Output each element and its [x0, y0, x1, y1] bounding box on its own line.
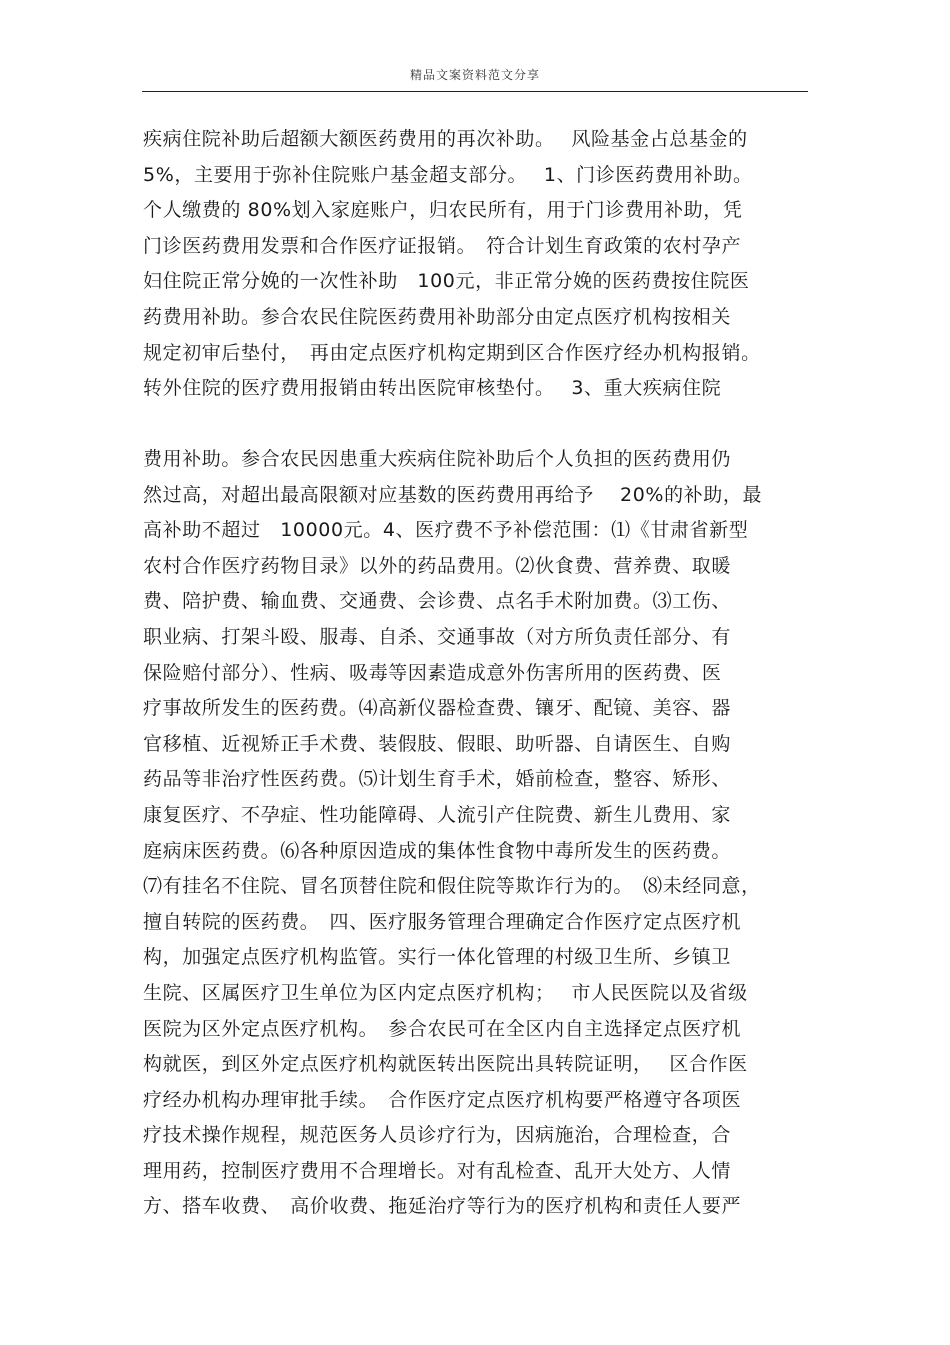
text-line: 生院、区属医疗卫生单位为区内定点医疗机构； 市人民医院以及省级	[143, 981, 748, 1004]
text-line: 疾病住院补助后超额大额医药费用的再次补助。 风险基金占总基金的	[143, 128, 748, 150]
text-line: 构，加强定点医疗机构监管。实行一体化管理的村级卫生所、乡镇卫	[143, 946, 732, 969]
header-divider	[142, 91, 808, 92]
text-line: 疗经办机构办理审批手续。 合作医疗定点医疗机构要严格遵守各项医	[143, 1088, 742, 1111]
text-line: 转外住院的医疗费用报销由转出医院审核垫付。 3、重大疾病住院	[143, 377, 722, 400]
text-line: 然过高，对超出最高限额对应基数的医药费用再给予 20%的补助，最	[143, 483, 763, 506]
text-line: 费用补助。参合农民因患重大疾病住院补助后个人负担的医药费用仍	[143, 448, 732, 470]
text-line: 康复医疗、不孕症、性功能障碍、人流引产住院费、新生儿费用、家	[143, 803, 732, 826]
text-line: 高补助不超过 10000元。4、医疗费不予补偿范围：⑴《甘肃省新型	[143, 519, 749, 542]
text-line: 个人缴费的 80%划入家庭账户，归农民所有，用于门诊费用补助，凭	[143, 199, 743, 222]
text-line: 医院为区外定点医疗机构。 参合农民可在全区内自主选择定点医疗机	[143, 1017, 742, 1040]
text-line: 方、搭车收费、 高价收费、拖延治疗等行为的医疗机构和责任人要严	[143, 1195, 742, 1218]
text-line: 构就医，到区外定点医疗机构就医转出医院出具转院证明， 区合作医	[143, 1053, 748, 1076]
text-line: 职业病、打架斗殴、服毒、自杀、交通事故（对方所负责任部分、有	[143, 625, 732, 648]
text-line: 妇住院正常分娩的一次性补助 100元，非正常分娩的医药费按住院医	[143, 270, 750, 293]
page-header: 精品文案资料范文分享	[409, 68, 540, 82]
text-line: 官移植、近视矫正手术费、装假肢、假眼、助听器、自请医生、自购	[143, 732, 732, 755]
text-line: 擅自转院的医药费。 四、医疗服务管理合理确定合作医疗定点医疗机	[143, 910, 742, 933]
body-paragraph-1	[143, 122, 808, 407]
body-paragraph-2	[143, 442, 808, 1225]
text-line: 费、陪护费、输血费、交通费、会诊费、点名手术附加费。⑶工伤、	[143, 590, 732, 613]
text-line: 理用药，控制医疗费用不合理增长。对有乱检查、乱开大处方、人情	[143, 1159, 732, 1182]
text-line: 药品等非治疗性医药费。⑸计划生育手术，婚前检查，整容、矫形、	[143, 768, 732, 791]
text-line: 药费用补助。参合农民住院医药费用补助部分由定点医疗机构按相关	[143, 305, 732, 328]
text-line: ⑺有挂名不住院、冒名顶替住院和假住院等欺诈行为的。 ⑻未经同意，	[143, 875, 761, 898]
text-line: 保险赔付部分）、性病、吸毒等因素造成意外伤害所用的医药费、医	[143, 661, 722, 684]
text-line: 庭病床医药费。⑹各种原因造成的集体性食物中毒所发生的医药费。	[143, 839, 732, 862]
text-line: 农村合作医疗药物目录》以外的药品费用。⑵伙食费、营养费、取暖	[143, 554, 732, 577]
text-line: 5%，主要用于弥补住院账户基金超支部分。 1、门诊医药费用补助。	[143, 163, 753, 186]
text-line: 疗技术操作规程，规范医务人员诊疗行为，因病施治，合理检查，合	[143, 1124, 732, 1147]
text-line: 规定初审后垫付， 再由定点医疗机构定期到区合作医疗经办机构报销。	[143, 341, 761, 364]
text-line: 门诊医药费用发票和合作医疗证报销。 符合计划生育政策的农村孕产	[143, 234, 742, 257]
text-line: 疗事故所发生的医药费。⑷高新仪器检查费、镶牙、配镜、美容、器	[143, 697, 732, 720]
